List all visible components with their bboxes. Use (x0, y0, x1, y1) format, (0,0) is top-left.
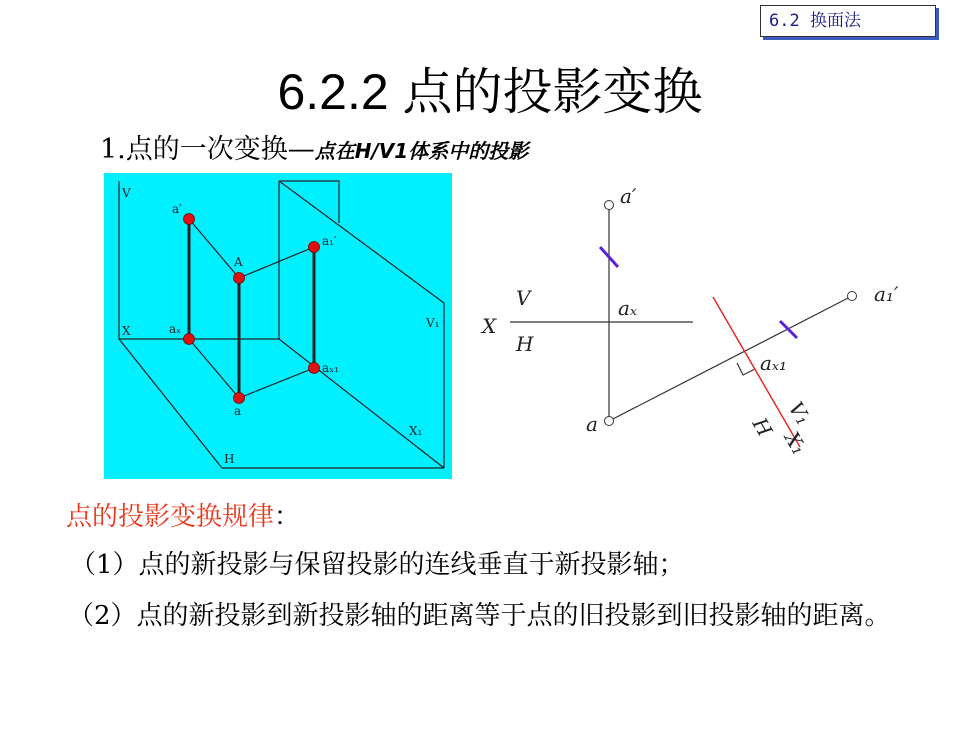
rule-1: （1）点的新投影与保留投影的连线垂直于新投影轴； (70, 550, 685, 580)
label-X1: X₁ (409, 424, 423, 438)
subtitle-bold: 点在H/V1体系中的投影 (314, 139, 529, 163)
point-a-prime (605, 201, 614, 210)
label-ax: aₓ (618, 296, 638, 320)
label-a1-prime: a₁′ (322, 234, 337, 248)
label-a-prime: a′ (172, 202, 182, 216)
label-X: X (122, 324, 131, 338)
label-a: a (234, 404, 242, 418)
label-V1: V₁ (783, 397, 816, 429)
label-V: V (516, 286, 531, 310)
point-ax (184, 334, 195, 345)
label-a1-prime: a₁′ (874, 282, 899, 306)
page-title: 6.2.2 点的投影变换 (277, 64, 703, 120)
equal-distance-mark-2 (780, 321, 797, 338)
point-a1-prime (309, 242, 320, 253)
label-H: H (224, 452, 235, 466)
label-H2: H (747, 413, 778, 441)
rules-heading (66, 496, 300, 533)
rules-heading-colon: ： (274, 502, 301, 532)
label-X1: X₁ (779, 427, 812, 459)
point-a1-prime (848, 292, 857, 301)
label-a-prime: a′ (620, 184, 637, 208)
label-H: H (516, 332, 534, 356)
rules-heading-text: 点的投影变换规律 (66, 502, 275, 532)
label-a: a (586, 412, 598, 436)
point-a (234, 393, 245, 404)
point-A (234, 273, 245, 284)
label-ax: aₓ (169, 322, 182, 336)
projection-2d-diagram (470, 175, 950, 475)
label-X: X (482, 314, 497, 338)
label-A: A (234, 255, 243, 269)
label-ax1: aₓ₁ (760, 351, 788, 375)
point-ax1 (309, 363, 320, 374)
section-tag: 6.2 换面法 (760, 5, 936, 37)
new-projection-line (609, 296, 852, 421)
point-a-prime (184, 214, 195, 225)
projection-3d-diagram (104, 173, 452, 479)
label-V1: V₁ (426, 316, 440, 330)
label-ax1: aₓ₁ (322, 361, 340, 375)
point-a (605, 417, 614, 426)
rule-2: （2）点的新投影到新投影轴的距离等于点的旧投影到旧投影轴的距离。 (68, 601, 891, 631)
subtitle (100, 130, 528, 171)
label-V: V (122, 186, 131, 200)
subtitle-main: 1.点的一次变换— (100, 134, 315, 165)
